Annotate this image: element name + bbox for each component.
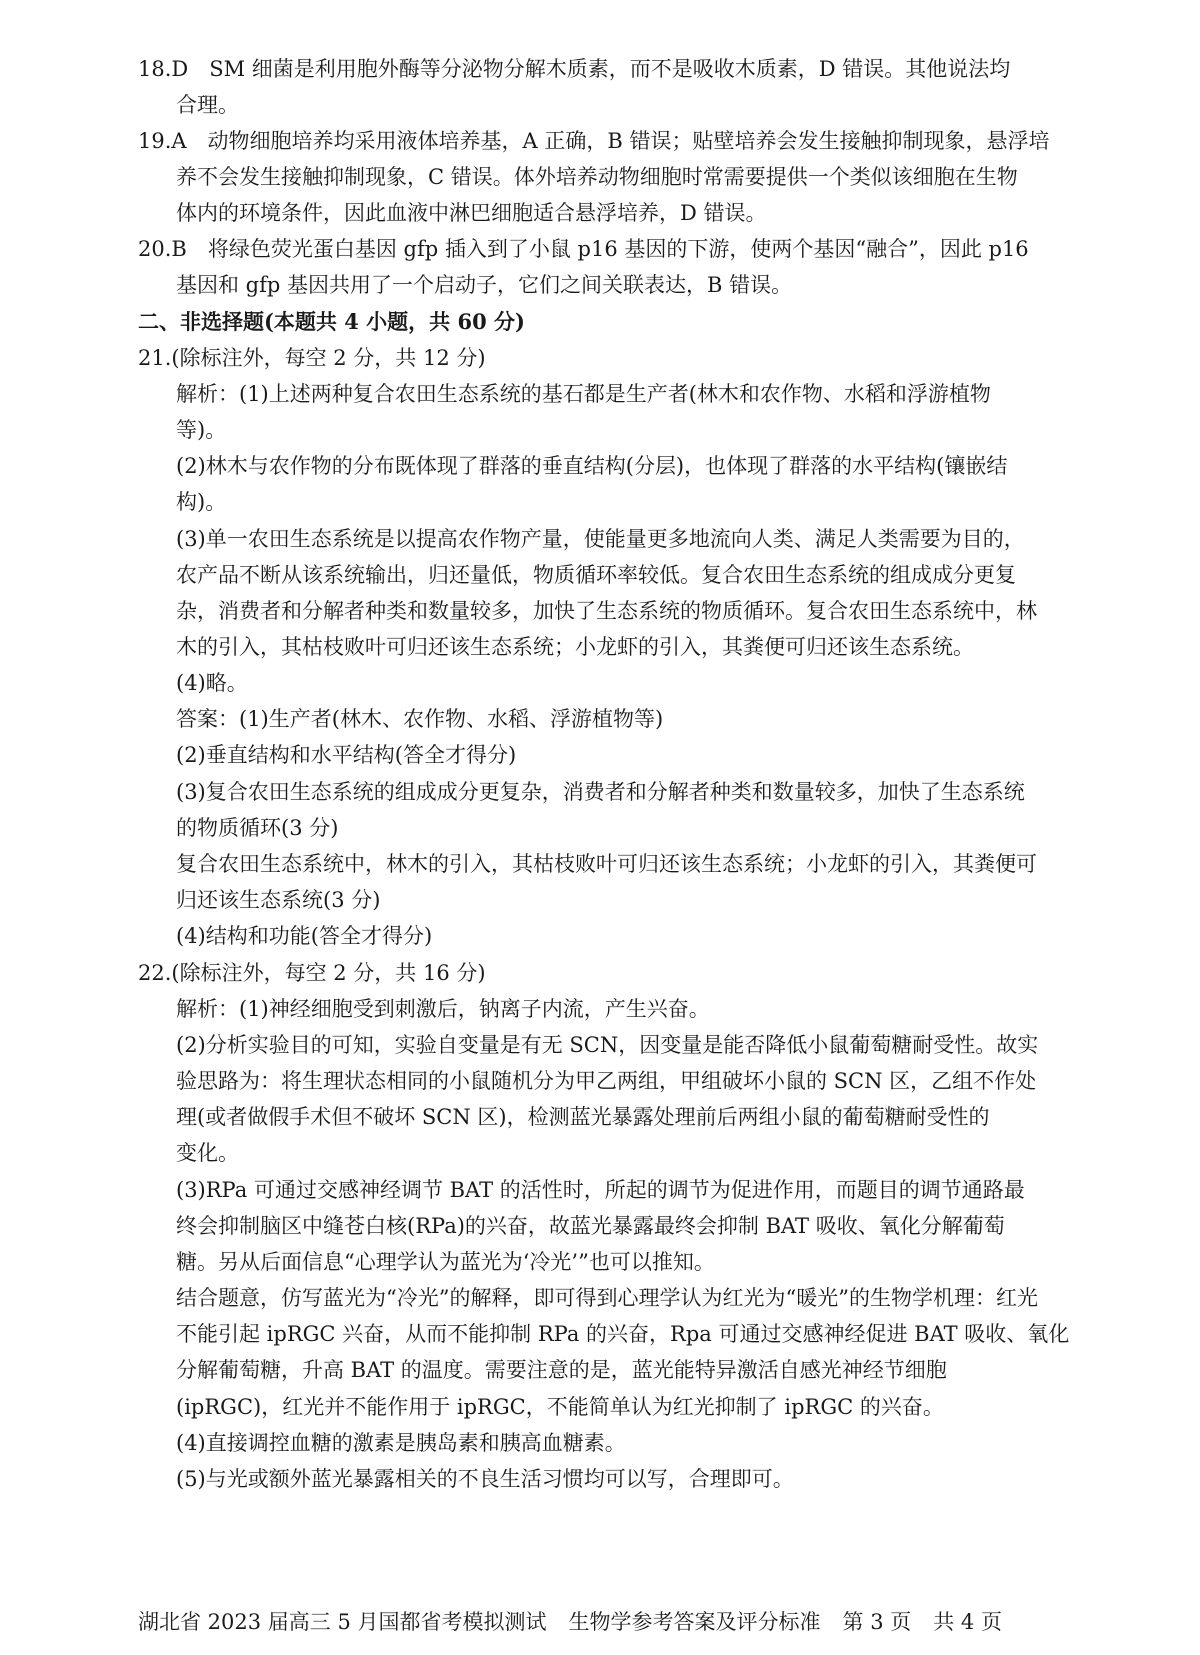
question-22-header: 22.(除标注外，每空 2 分，共 16 分) [138,961,486,985]
q22-analysis-2: (2)分析实验目的可知，实验自变量是有无 SCN，因变量是能否降低小鼠葡萄糖耐受性。故实 [176,1033,1039,1057]
q21-analysis-1: 解析：(1)上述两种复合农田生态系统的基石都是生产者(林木和农作物、水稻和浮游植物 [176,382,991,406]
q21-answer-1: 答案：(1)生产者(林木、农作物、水稻、浮游植物等) [176,707,664,731]
q21-analysis-4: (4)略。 [176,671,248,695]
q21-answer-3b-cont: 归还该生态系统(3 分) [176,888,381,912]
q21-analysis-1-cont: 等)。 [176,418,227,442]
q22-analysis-1: 解析：(1)神经细胞受到刺激后，钠离子内流，产生兴奋。 [176,997,710,1021]
q21-analysis-2-cont: 构)。 [176,490,227,514]
q21-answer-4: (4)结构和功能(答全才得分) [176,924,433,948]
q21-analysis-2: (2)林木与农作物的分布既体现了群落的垂直结构(分层)，也体现了群落的水平结构(镶嵌结 [176,454,1008,478]
q22-analysis-2-cont-2: 理(或者做假手术但不破坏 SCN 区)，检测蓝光暴露处理前后两组小鼠的葡萄糖耐受性的 [176,1105,990,1129]
answer-20-cont: 基因和 gfp 基因共用了一个启动子，它们之间关联表达，B 错误。 [176,273,793,297]
q21-answer-3b: 复合农田生态系统中，林木的引入，其枯枝败叶可归还该生态系统；小龙虾的引入，其粪便可 [176,852,1037,876]
answer-19-cont-2: 体内的环境条件，因此血液中淋巴细胞适合悬浮培养，D 错误。 [176,201,767,225]
q22-analysis-3b-cont-3: (ipRGC)，红光并不能作用于 ipRGC，不能简单认为红光抑制了 ipRGC 的兴奋。 [176,1395,944,1419]
footer-page-number: 第 3 页 [842,1610,912,1634]
answer-20: 20.B 将绿色荧光蛋白基因 gfp 插入到了小鼠 p16 基因的下游，使两个基因“融合”，因此 p16 [138,237,1029,261]
page-footer [138,1604,1024,1640]
q21-answer-3-cont: 的物质循环(3 分) [176,816,339,840]
q21-analysis-3-cont-1: 农产品不断从该系统输出，归还量低，物质循环率较低。复合农田生态系统的组成成分更复 [176,563,1016,587]
q22-analysis-3: (3)RPa 可通过交感神经调节 BAT 的活性时，所起的调节为促进作用，而题目的调节通路最 [176,1178,1025,1202]
answer-19: 19.A 动物细胞培养均采用液体培养基，A 正确，B 错误；贴壁培养会发生接触抑制现象，悬浮培 [138,129,1050,153]
answer-19-cont-1: 养不会发生接触抑制现象，C 错误。体外培养动物细胞时常需要提供一个类似该细胞在生物 [176,165,1018,189]
footer-total-pages: 共 4 页 [933,1610,1002,1634]
question-21-header: 21.(除标注外，每空 2 分，共 12 分) [138,346,486,370]
q22-analysis-3b-cont-1: 不能引起 ipRGC 兴奋，从而不能抑制 RPa 的兴奋，Rpa 可通过交感神经促进 BAT 吸收、氧化 [176,1322,1070,1346]
q22-analysis-5: (5)与光或额外蓝光暴露相关的不良生活习惯均可以写，合理即可。 [176,1467,794,1491]
q21-analysis-3: (3)单一农田生态系统是以提高农作物产量，使能量更多地流向人类、满足人类需要为目的， [176,527,1025,551]
q22-analysis-2-cont-3: 变化。 [176,1141,239,1165]
section-heading: 二、非选择题(本题共 4 小题，共 60 分) [138,309,525,334]
q21-answer-2: (2)垂直结构和水平结构(答全才得分) [176,743,517,767]
footer-exam-title: 湖北省 2023 届高三 5 月国都省考模拟测试 [138,1610,547,1634]
answer-18: 18.D SM 细菌是利用胞外酶等分泌物分解木质素，而不是吸收木质素，D 错误。其他说法均 [138,57,1011,81]
q22-analysis-3b-cont-2: 分解葡萄糖，升高 BAT 的温度。需要注意的是，蓝光能特异激活自感光神经节细胞 [176,1358,947,1382]
q22-analysis-2-cont-1: 验思路为：将生理状态相同的小鼠随机分为甲乙两组，甲组破坏小鼠的 SCN 区，乙组不作处 [176,1069,1037,1093]
q21-analysis-3-cont-2: 杂，消费者和分解者种类和数量较多，加快了生态系统的物质循环。复合农田生态系统中，林 [176,599,1037,623]
q22-analysis-4: (4)直接调控血糖的激素是胰岛素和胰高血糖素。 [176,1431,626,1455]
q22-analysis-3b: 结合题意，仿写蓝光为“冷光”的解释，即可得到心理学认为红光为“暖光”的生物学机理：红光 [176,1286,1038,1310]
q22-analysis-3-cont-2: 糖。另从后面信息“心理学认为蓝光为‘冷光’”也可以推知。 [176,1250,715,1274]
answer-18-cont: 合理。 [176,93,239,117]
q21-answer-3: (3)复合农田生态系统的组成成分更复杂，消费者和分解者种类和数量较多，加快了生态系统 [176,780,1025,804]
footer-subject: 生物学参考答案及评分标准 [568,1610,821,1634]
q22-analysis-3-cont-1: 终会抑制脑区中缝苍白核(RPa)的兴奋，故蓝光暴露最终会抑制 BAT 吸收、氧化分解葡萄 [176,1214,1005,1238]
q21-analysis-3-cont-3: 木的引入，其枯枝败叶可归还该生态系统；小龙虾的引入，其粪便可归还该生态系统。 [176,635,974,659]
